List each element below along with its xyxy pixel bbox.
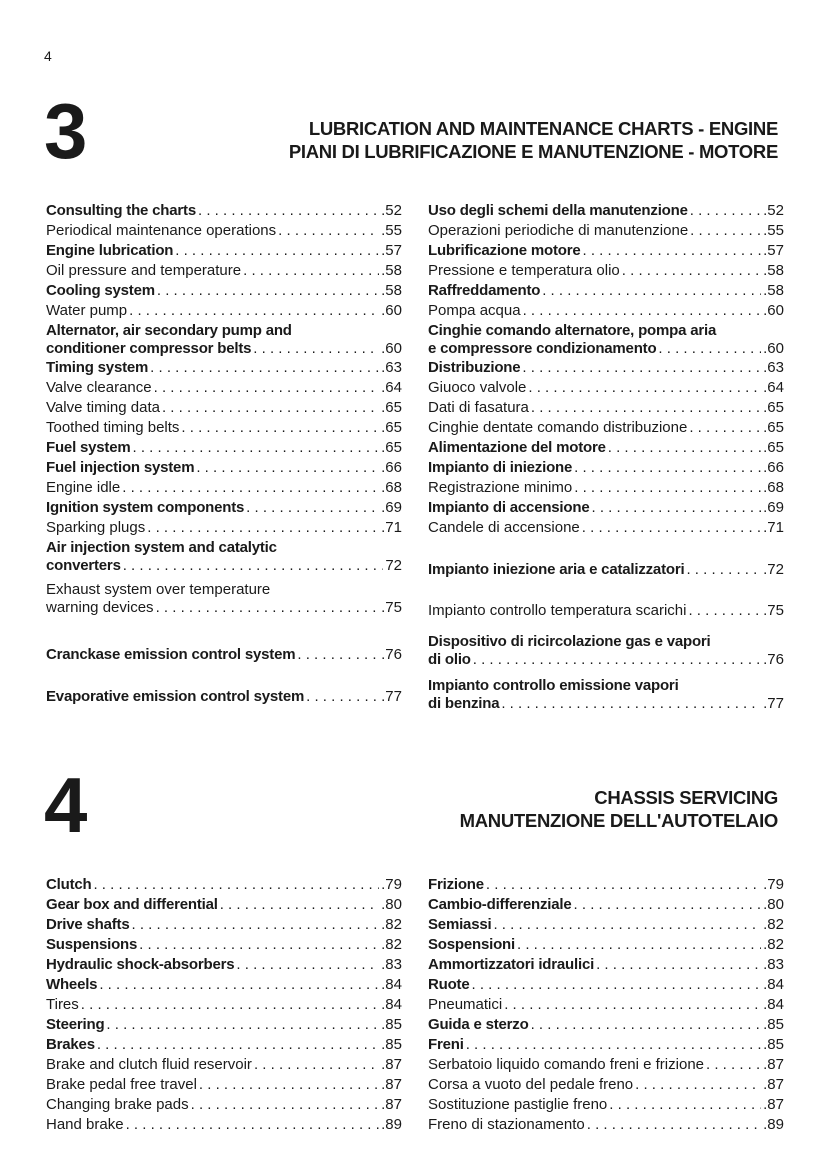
toc-entry[interactable]: Ignition system components . . . .69: [46, 498, 402, 518]
toc-entry-multiline[interactable]: Exhaust system over temperature warning devices . . . .75: [46, 581, 402, 617]
toc-entry[interactable]: Alimentazione del motore . . . .65: [428, 438, 784, 458]
toc-entry[interactable]: Gear box and differential . . . .80: [46, 895, 402, 915]
toc-entry[interactable]: Engine lubrication . . . .57: [46, 241, 402, 261]
toc-entry[interactable]: Sostituzione pastiglie freno . . . .87: [428, 1095, 784, 1115]
toc-entry[interactable]: Freni . . . .85: [428, 1035, 784, 1055]
section-4-toc-english: [46, 875, 402, 1135]
page-number: 4: [44, 48, 52, 64]
toc-entry[interactable]: Giuoco valvole . . . .64: [428, 378, 784, 398]
toc-entry[interactable]: Raffreddamento . . . .58: [428, 281, 784, 301]
toc-entry[interactable]: Timing system . . . .63: [46, 358, 402, 378]
section-3-title: [289, 117, 778, 163]
toc-entry[interactable]: Freno di stazionamento . . . .89: [428, 1115, 784, 1135]
section-4-title-en: CHASSIS SERVICING: [594, 787, 778, 808]
toc-entry[interactable]: Cambio-differenziale . . . .80: [428, 895, 784, 915]
toc-entry[interactable]: Tires . . . .84: [46, 995, 402, 1015]
section-4-number: 4: [44, 761, 86, 849]
toc-entry[interactable]: Corsa a vuoto del pedale freno . . . .87: [428, 1075, 784, 1095]
section-3-number: 3: [44, 87, 86, 175]
toc-entry[interactable]: Pressione e temperatura olio . . . .58: [428, 261, 784, 281]
toc-entry[interactable]: Impianto controllo temperatura scarichi . . . .75: [428, 601, 784, 621]
toc-entry[interactable]: Valve clearance . . . .64: [46, 378, 402, 398]
toc-entry-multiline[interactable]: Air injection system and catalytic converters . . . 72: [46, 539, 402, 575]
toc-entry[interactable]: Operazioni periodiche di manutenzione . . . .55: [428, 221, 784, 241]
section-3-toc-english: [46, 201, 402, 707]
toc-entry[interactable]: Toothed timing belts . . . .65: [46, 418, 402, 438]
toc-entry[interactable]: Drive shafts . . . .82: [46, 915, 402, 935]
toc-entry[interactable]: Ammortizzatori idraulici . . . .83: [428, 955, 784, 975]
toc-entry-multiline[interactable]: Dispositivo di ricircolazione gas e vapori di olio . . . .76: [428, 633, 784, 669]
toc-entry[interactable]: Cinghie dentate comando distribuzione . . . .65: [428, 418, 784, 438]
section-3-toc-italian: [428, 201, 784, 713]
toc-entry[interactable]: Impianto di iniezione . . . .66: [428, 458, 784, 478]
toc-entry[interactable]: Ruote . . . .84: [428, 975, 784, 995]
toc-entry[interactable]: Dati di fasatura . . . .65: [428, 398, 784, 418]
toc-entry[interactable]: Brake pedal free travel . . . .87: [46, 1075, 402, 1095]
toc-entry[interactable]: Lubrificazione motore . . . .57: [428, 241, 784, 261]
section-3-title-it: PIANI DI LUBRIFICAZIONE E MANUTENZIONE - MOTORE: [288, 141, 778, 162]
toc-entry[interactable]: Serbatoio liquido comando freni e frizione . . . .87: [428, 1055, 784, 1075]
toc-entry[interactable]: Hydraulic shock-absorbers . . . .83: [46, 955, 402, 975]
toc-entry[interactable]: Water pump . . . .60: [46, 301, 402, 321]
toc-entry[interactable]: Uso degli schemi della manutenzione . . . .52: [428, 201, 784, 221]
toc-entry-multiline[interactable]: Alternator, air secondary pump and conditioner compressor belts . . . .60: [46, 322, 402, 358]
toc-entry[interactable]: Distribuzione . . . .63: [428, 358, 784, 378]
toc-entry[interactable]: Sparking plugs . . . .71: [46, 518, 402, 538]
toc-entry[interactable]: Pneumatici . . . .84: [428, 995, 784, 1015]
section-4-title-it: MANUTENZIONE DELL'AUTOTELAIO: [459, 810, 778, 831]
toc-entry[interactable]: Semiassi . . . .82: [428, 915, 784, 935]
toc-entry[interactable]: Fuel system . . . .65: [46, 438, 402, 458]
toc-entry-multiline[interactable]: Cinghie comando alternatore, pompa aria e compressore condizionamento . . . .60: [428, 322, 784, 358]
toc-entry[interactable]: Sospensioni . . . .82: [428, 935, 784, 955]
toc-entry[interactable]: Hand brake . . . .89: [46, 1115, 402, 1135]
toc-entry[interactable]: Oil pressure and temperature . . . .58: [46, 261, 402, 281]
toc-entry[interactable]: Valve timing data . . . .65: [46, 398, 402, 418]
toc-entry[interactable]: Suspensions . . . .82: [46, 935, 402, 955]
section-4-title: [460, 786, 778, 832]
toc-entry[interactable]: Pompa acqua . . . .60: [428, 301, 784, 321]
toc-entry[interactable]: Candele di accensione . . . .71: [428, 518, 784, 538]
toc-entry[interactable]: Clutch . . . .79: [46, 875, 402, 895]
toc-entry[interactable]: Cranckase emission control system . . . .76: [46, 645, 402, 665]
toc-entry[interactable]: Guida e sterzo . . . .85: [428, 1015, 784, 1035]
toc-entry[interactable]: Fuel injection system . . . .66: [46, 458, 402, 478]
toc-entry[interactable]: Cooling system . . . .58: [46, 281, 402, 301]
toc-entry[interactable]: Engine idle . . . .68: [46, 478, 402, 498]
toc-entry[interactable]: Registrazione minimo . . . .68: [428, 478, 784, 498]
toc-entry[interactable]: Impianto iniezione aria e catalizzatori . . . .72: [428, 560, 784, 580]
toc-entry[interactable]: Brakes . . . .85: [46, 1035, 402, 1055]
toc-entry[interactable]: Brake and clutch fluid reservoir . . . .87: [46, 1055, 402, 1075]
toc-entry[interactable]: Evaporative emission control system . . . .77: [46, 687, 402, 707]
toc-entry-multiline[interactable]: Impianto controllo emissione vapori di benzina . . . .77: [428, 677, 784, 713]
toc-entry[interactable]: Frizione . . . .79: [428, 875, 784, 895]
section-4-toc-italian: [428, 875, 784, 1135]
toc-entry[interactable]: Consulting the charts . . . .52: [46, 201, 402, 221]
toc-entry[interactable]: Impianto di accensione . . . .69: [428, 498, 784, 518]
section-3-title-en: LUBRICATION AND MAINTENANCE CHARTS - ENGINE: [308, 118, 778, 139]
toc-entry[interactable]: Changing brake pads . . . .87: [46, 1095, 402, 1115]
toc-entry[interactable]: Steering . . . .85: [46, 1015, 402, 1035]
toc-entry[interactable]: Periodical maintenance operations . . . .55: [46, 221, 402, 241]
toc-entry[interactable]: Wheels . . . .84: [46, 975, 402, 995]
